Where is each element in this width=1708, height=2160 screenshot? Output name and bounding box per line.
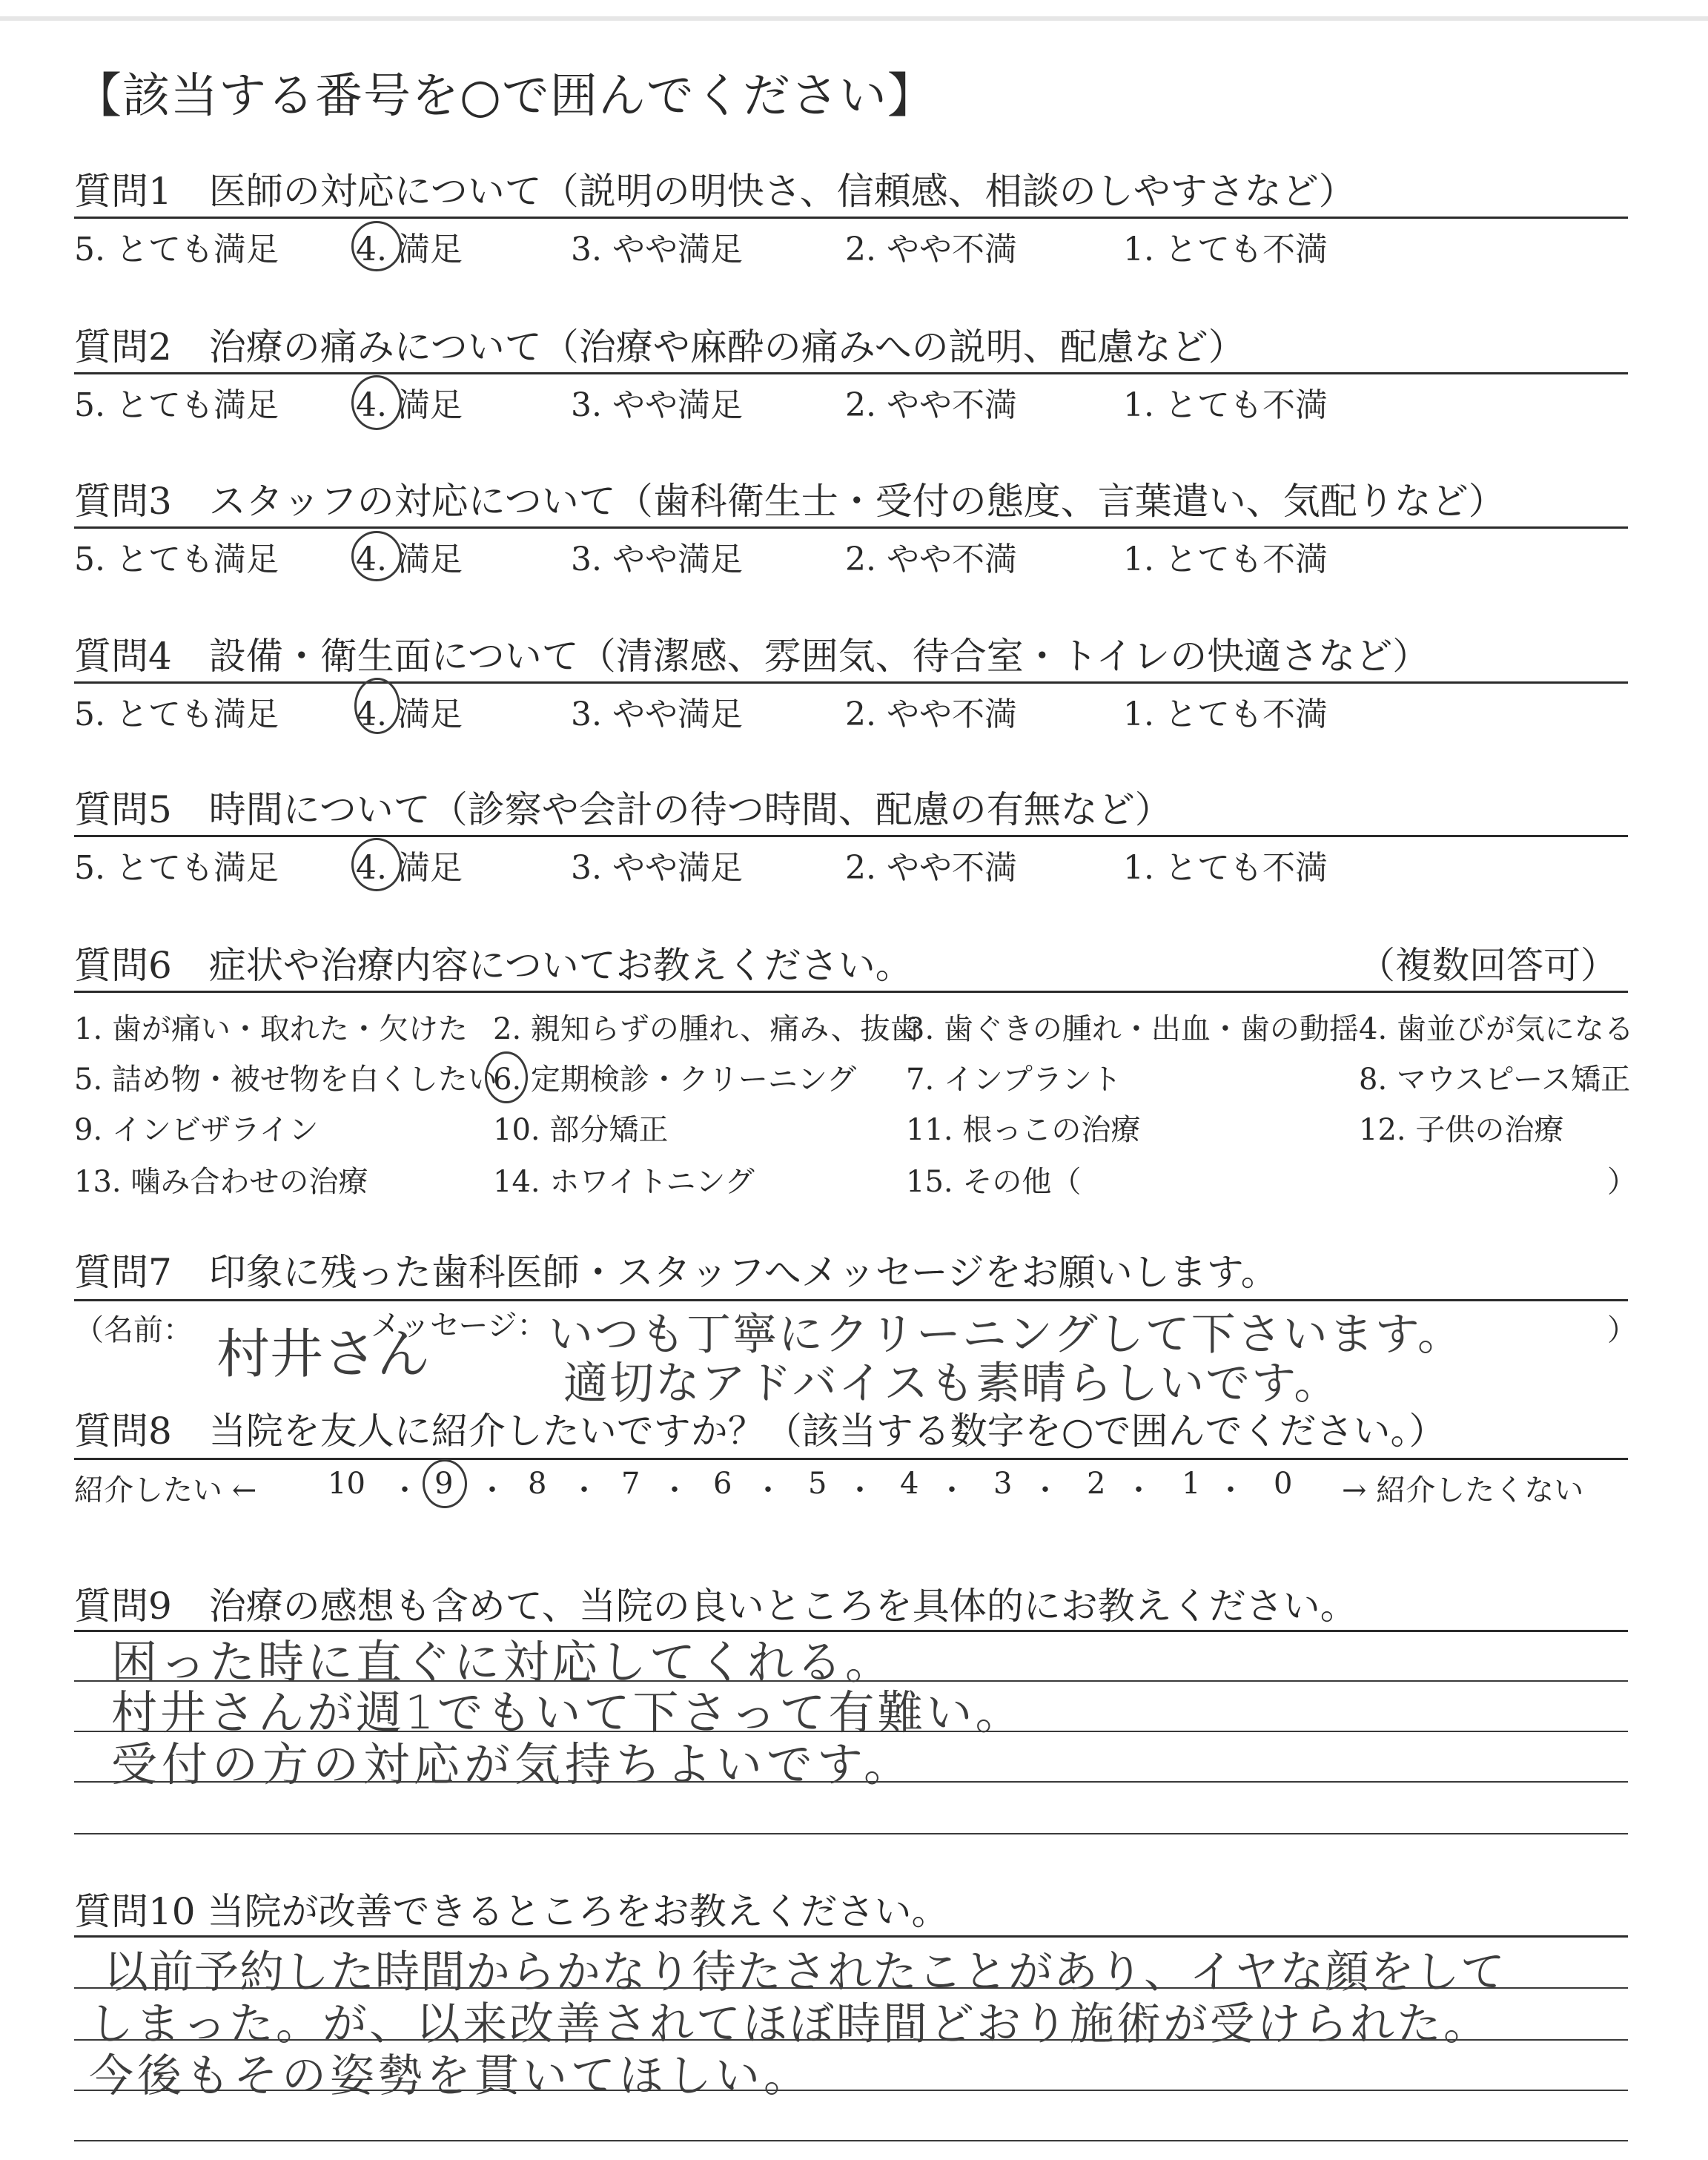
symptom-option[interactable]: 8. マウスピース矯正 — [1359, 1063, 1631, 1097]
selection-circle — [351, 531, 402, 581]
answer-handwritten-line[interactable]: 村井さんが週1でもいて下さって有難い。 — [111, 1685, 1025, 1740]
answer-handwritten-line[interactable]: 受付の方の対応が気持ちよいです。 — [111, 1737, 915, 1791]
symptom-option[interactable]: 14. ホワイトニング — [493, 1165, 755, 1199]
option-very-dissatisfied[interactable]: 1. とても不満 — [1123, 231, 1328, 268]
scale-dot: ・ — [753, 1473, 783, 1507]
question-title: 質問2 治療の痛みについて（治療や麻酔の痛みへの説明、配慮など） — [74, 326, 1245, 369]
selection-circle — [354, 678, 400, 734]
option-somewhat-satisfied[interactable]: 3. やや満足 — [571, 696, 743, 733]
symptom-option[interactable]: 12. 子供の治療 — [1359, 1113, 1564, 1147]
selection-circle — [351, 375, 402, 430]
question-title: 質問3 スタッフの対応について（歯科衛生士・受付の態度、言葉遣い、気配りなど） — [74, 480, 1506, 523]
message-close-paren: ） — [1607, 1313, 1637, 1347]
message-label: メッセージ： — [371, 1309, 547, 1343]
scale-dot: ・ — [1030, 1473, 1060, 1507]
question-title: 質問6 症状や治療内容についてお教えください。 — [74, 944, 913, 987]
option-very-satisfied[interactable]: 5. とても満足 — [74, 386, 279, 424]
scale-value-5[interactable]: 5 — [808, 1467, 827, 1501]
question-title: 質問5 時間について（診察や会計の待つ時間、配慮の有無など） — [74, 788, 1172, 831]
selection-circle — [351, 221, 402, 271]
option-satisfied[interactable]: 4. 満足 — [356, 541, 463, 578]
option-somewhat-satisfied[interactable]: 3. やや満足 — [571, 386, 743, 424]
option-somewhat-dissatisfied[interactable]: 2. やや不満 — [845, 231, 1017, 268]
scale-dot: ・ — [845, 1473, 875, 1507]
other-close-paren: ） — [1607, 1165, 1637, 1199]
question-title: 質問9 治療の感想も含めて、当院の良いところを具体的にお教えください。 — [74, 1585, 1357, 1628]
scale-value-9[interactable]: 9 — [434, 1467, 454, 1501]
answer-line — [74, 1833, 1628, 1834]
answer-handwritten-line[interactable]: 以前予約した時間からかなり待たされたことがあり、イヤな顔をして — [104, 1946, 1506, 1998]
selection-circle — [485, 1051, 528, 1103]
scale-dot: ・ — [390, 1473, 420, 1507]
page-title: 【該当する番号を○で囲んでください】 — [74, 69, 936, 124]
option-very-satisfied[interactable]: 5. とても満足 — [74, 541, 279, 578]
question-title: 質問10 当院が改善できるところをお教えください。 — [74, 1890, 949, 1933]
question-title: 質問7 印象に残った歯科医師・スタッフへメッセージをお願いします。 — [74, 1251, 1278, 1294]
scale-value-1[interactable]: 1 — [1182, 1467, 1201, 1501]
scale-dot: ・ — [1216, 1473, 1245, 1507]
symptom-option[interactable]: 3. 歯ぐきの腫れ・出血・歯の動揺 — [906, 1012, 1359, 1046]
scale-value-3[interactable]: 3 — [993, 1467, 1013, 1501]
option-very-dissatisfied[interactable]: 1. とても不満 — [1123, 541, 1328, 578]
scale-dot: ・ — [937, 1473, 967, 1507]
option-very-satisfied[interactable]: 5. とても満足 — [74, 849, 279, 887]
divider — [74, 372, 1628, 374]
option-very-satisfied[interactable]: 5. とても満足 — [74, 231, 279, 268]
scale-value-10[interactable]: 10 — [328, 1467, 365, 1501]
option-somewhat-satisfied[interactable]: 3. やや満足 — [571, 849, 743, 887]
divider — [74, 1458, 1628, 1460]
scale-value-7[interactable]: 7 — [621, 1467, 640, 1501]
question-title: 質問8 当院を友人に紹介したいですか？（該当する数字を○で囲んでください。） — [74, 1410, 1446, 1453]
symptom-option[interactable]: 7. インプラント — [906, 1063, 1122, 1097]
answer-handwritten-line[interactable]: しまった。が、以来改善されてほぼ時間どおり施術が受けられた。 — [89, 1998, 1490, 2050]
symptom-option[interactable]: 6. 定期検診・クリーニング — [493, 1063, 857, 1097]
selection-circle — [423, 1459, 467, 1508]
answer-handwritten-line[interactable]: 困った時に直ぐに対応してくれる。 — [111, 1635, 895, 1689]
option-very-dissatisfied[interactable]: 1. とても不満 — [1123, 386, 1328, 424]
message-handwritten-line[interactable]: 適切なアドバイスも素晴らしいです。 — [563, 1358, 1340, 1410]
scale-dot: ・ — [477, 1473, 507, 1507]
option-very-satisfied[interactable]: 5. とても満足 — [74, 696, 279, 733]
symptom-option[interactable]: 10. 部分矯正 — [493, 1113, 669, 1147]
option-satisfied[interactable]: 4. 満足 — [356, 231, 463, 268]
answer-handwritten-line[interactable]: 今後もその姿勢を貫いてほしい。 — [89, 2050, 812, 2102]
not-recommend-label: → 紹介したくない — [1342, 1473, 1584, 1507]
symptom-option[interactable]: 5. 詰め物・被せ物を白くしたい — [74, 1063, 497, 1097]
name-label: （名前： — [74, 1313, 193, 1347]
scale-dot: ・ — [569, 1473, 599, 1507]
scale-dot: ・ — [1124, 1473, 1153, 1507]
selection-circle — [351, 838, 402, 891]
symptom-option[interactable]: 9. インビザライン — [74, 1113, 319, 1147]
recommend-label: 紹介したい ← — [74, 1473, 257, 1507]
option-somewhat-dissatisfied[interactable]: 2. やや不満 — [845, 696, 1017, 733]
scale-value-0[interactable]: 0 — [1274, 1467, 1293, 1501]
scale-value-4[interactable]: 4 — [900, 1467, 919, 1501]
answer-line — [74, 2140, 1628, 2141]
divider — [74, 526, 1628, 529]
divider — [74, 681, 1628, 684]
symptom-option[interactable]: 4. 歯並びが気になる — [1359, 1012, 1634, 1046]
option-somewhat-dissatisfied[interactable]: 2. やや不満 — [845, 541, 1017, 578]
option-very-dissatisfied[interactable]: 1. とても不満 — [1123, 696, 1328, 733]
scan-top-edge — [0, 16, 1708, 21]
option-satisfied[interactable]: 4. 満足 — [356, 386, 463, 424]
option-satisfied[interactable]: 4. 満足 — [356, 849, 463, 887]
divider — [74, 991, 1628, 993]
divider — [74, 835, 1628, 837]
option-somewhat-dissatisfied[interactable]: 2. やや不満 — [845, 386, 1017, 424]
symptom-option[interactable]: 2. 親知らずの腫れ、痛み、抜歯 — [493, 1012, 920, 1046]
divider — [74, 217, 1628, 219]
option-somewhat-satisfied[interactable]: 3. やや満足 — [571, 541, 743, 578]
symptom-option[interactable]: 15. その他（ — [906, 1165, 1082, 1199]
message-handwritten-line[interactable]: いつも丁寧にクリーニングして下さいます。 — [549, 1309, 1463, 1361]
option-somewhat-dissatisfied[interactable]: 2. やや不満 — [845, 849, 1017, 887]
question-title: 質問4 設備・衛生面について（清潔感、雰囲気、待合室・トイレの快適さなど） — [74, 635, 1430, 678]
option-satisfied[interactable]: 4. 満足 — [356, 696, 463, 733]
name-handwritten[interactable]: 村井さん — [216, 1323, 431, 1385]
question-title: 質問1 医師の対応について（説明の明快さ、信頼感、相談のしやすさなど） — [74, 170, 1356, 213]
symptom-option[interactable]: 13. 噛み合わせの治療 — [74, 1165, 368, 1199]
symptom-option[interactable]: 1. 歯が痛い・取れた・欠けた — [74, 1012, 468, 1046]
scale-dot: ・ — [660, 1473, 689, 1507]
multiple-answers-note: （複数回答可） — [1358, 944, 1618, 987]
scale-value-6[interactable]: 6 — [713, 1467, 732, 1501]
option-somewhat-satisfied[interactable]: 3. やや満足 — [571, 231, 743, 268]
scale-value-8[interactable]: 8 — [528, 1467, 547, 1501]
option-very-dissatisfied[interactable]: 1. とても不満 — [1123, 849, 1328, 887]
symptom-option[interactable]: 11. 根っこの治療 — [906, 1113, 1141, 1147]
scale-value-2[interactable]: 2 — [1087, 1467, 1106, 1501]
